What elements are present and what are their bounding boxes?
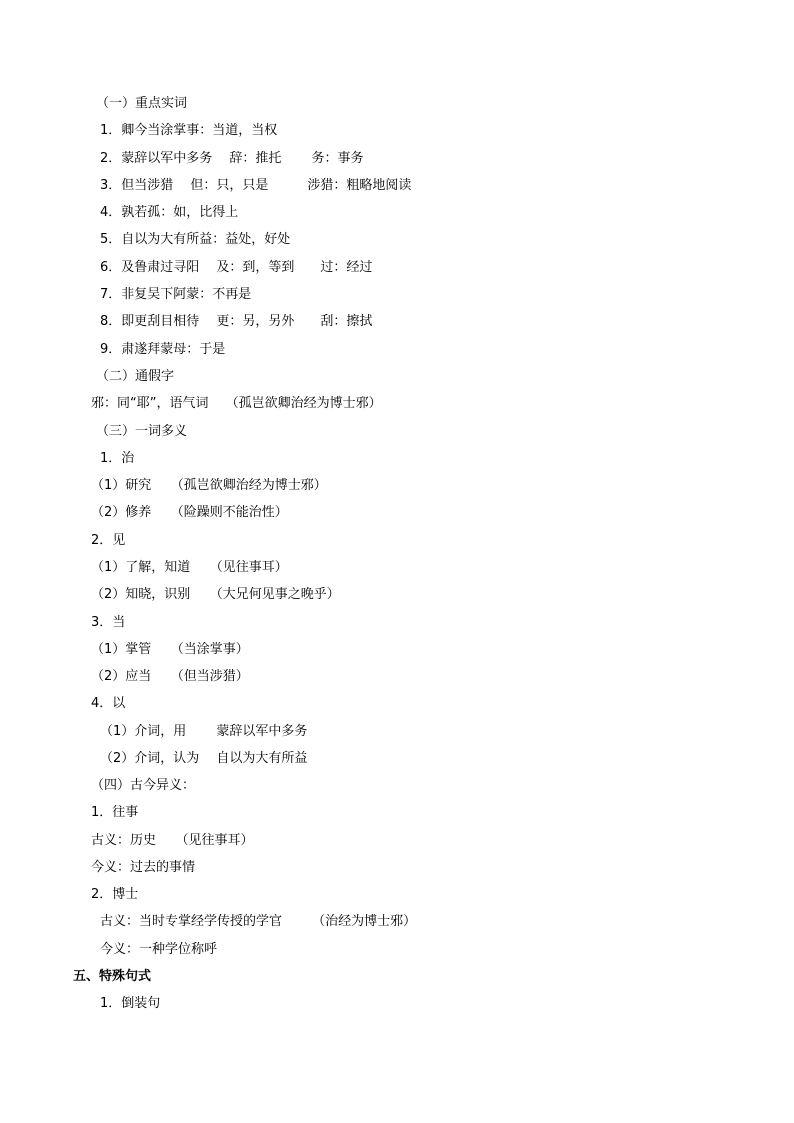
list-item: 4．以 [91,696,126,711]
list-item: 今义：过去的事情 [91,860,196,875]
list-item: （2）修养 （险躁则不能治性） [91,505,288,520]
list-item: 2．见 [91,533,126,548]
list-item: 7．非复吴下阿蒙：不再是 [100,287,252,302]
list-item: （1）掌管 （当涂掌事） [91,642,249,657]
list-item: 9．肃遂拜蒙母：于是 [100,342,226,357]
list-item: （1）研究 （孤岂欲卿治经为博士邪） [91,478,327,493]
list-item: 古义：当时专掌经学传授的学官 （治经为博士邪） [100,914,417,929]
list-item: 古义：历史 （见往事耳） [91,833,254,848]
section-title-special-sentences: 五、特殊句式 [73,969,152,984]
heading-tongjiazi: （二）通假字 [96,369,175,384]
list-item: （2）介词，认为 自以为大有所益 [100,751,308,766]
list-item: 今义：一种学位称呼 [100,942,218,957]
list-item: 6．及鲁肃过寻阳 及：到，等到 过：经过 [100,260,373,275]
list-item: 4．孰若孤：如，比得上 [100,205,239,220]
list-item: 5．自以为大有所益：益处，好处 [100,232,291,247]
list-item: 3．但当涉猎 但：只，只是 涉猎：粗略地阅读 [100,178,412,193]
list-item: （1）介词，用 蒙辞以军中多务 [100,724,308,739]
list-item: 邪：同“耶”，语气词 （孤岂欲卿治经为博士邪） [91,396,382,411]
heading-key-words: （一）重点实词 [96,96,188,111]
list-item: 1．倒装句 [100,996,161,1011]
heading-ancient-modern: （四）古今异义： [91,778,196,793]
heading-polysemy: （三）一词多义 [96,424,188,439]
list-item: 3．当 [91,615,126,630]
list-item: 1．治 [100,451,135,466]
list-item: 2．博士 [91,887,139,902]
list-item: 1．卿今当涂掌事：当道，当权 [100,123,278,138]
list-item: （1）了解，知道 （见往事耳） [91,560,288,575]
list-item: 2．蒙辞以军中多务 辞：推托 务：事务 [100,151,364,166]
list-item: （2）知晓，识别 （大兄何见事之晚乎） [91,587,340,602]
list-item: 1．往事 [91,805,139,820]
list-item: 8．即更刮目相待 更：另，另外 刮：擦拭 [100,314,373,329]
list-item: （2）应当 （但当涉猎） [91,669,249,684]
